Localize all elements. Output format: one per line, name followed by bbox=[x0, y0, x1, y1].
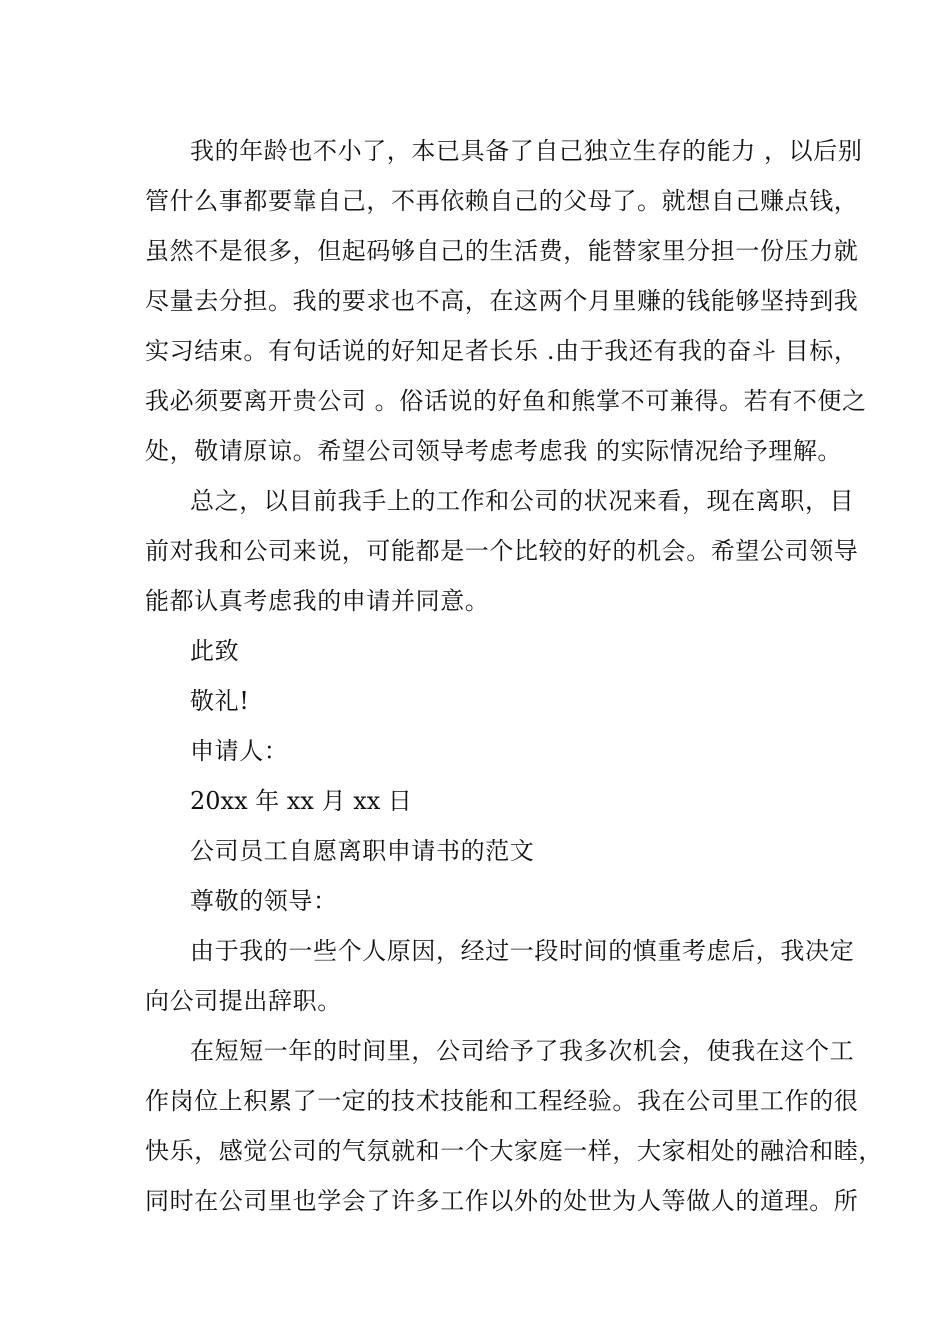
text-line: 总之，以目前我手上的工作和公司的状况来看，现在离职，目 bbox=[190, 487, 855, 515]
text-line: 处，敬请原谅。希望公司领导考虑考虑我 的实际情况给予理解。 bbox=[145, 437, 843, 465]
closing-regards: 敬礼! bbox=[190, 687, 250, 715]
applicant-label: 申请人： bbox=[190, 737, 289, 765]
text-line: 虽然不是很多，但起码够自己的生活费，能替家里分担一份压力就 bbox=[145, 237, 859, 265]
text-line: 我必须要离开贵公司 。俗话说的好鱼和熊掌不可兼得。若有不便之 bbox=[145, 387, 867, 415]
section-title: 公司员工自愿离职申请书的范文 bbox=[190, 837, 535, 865]
text-line: 我的年龄也不小了，本已具备了自己独立生存的能力 ，以后别 bbox=[190, 137, 863, 165]
text-line: 向公司提出辞职。 bbox=[145, 987, 342, 1015]
text-line: 同时在公司里也学会了许多工作以外的处世为人等做人的道理。所 bbox=[145, 1187, 859, 1215]
text-line: 在短短一年的时间里，公司给予了我多次机会，使我在这个工 bbox=[190, 1037, 855, 1065]
text-line: 由于我的一些个人原因，经过一段时间的慎重考虑后，我决定 bbox=[190, 937, 855, 965]
closing-salutation: 此致 bbox=[190, 637, 240, 665]
date-line: 20xx 年 xx 月 xx 日 bbox=[190, 787, 412, 815]
text-line: 快乐，感觉公司的气氛就和一个大家庭一样，大家相处的融洽和睦， bbox=[145, 1137, 883, 1165]
text-line: 前对我和公司来说，可能都是一个比较的好的机会。希望公司领导 bbox=[145, 537, 859, 565]
text-line: 尽量去分担。我的要求也不高，在这两个月里赚的钱能够坚持到我 bbox=[145, 287, 859, 315]
text-line: 能都认真考虑我的申请并同意。 bbox=[145, 587, 490, 615]
text-line: 实习结束。有句话说的好知足者长乐 .由于我还有我的奋斗 目标， bbox=[145, 337, 859, 365]
text-line: 作岗位上积累了一定的技术技能和工程经验。我在公司里工作的很 bbox=[145, 1087, 859, 1115]
greeting: 尊敬的领导： bbox=[190, 887, 338, 915]
text-line: 管什么事都要靠自己，不再依赖自己的父母了。就想自己赚点钱， bbox=[145, 187, 859, 215]
